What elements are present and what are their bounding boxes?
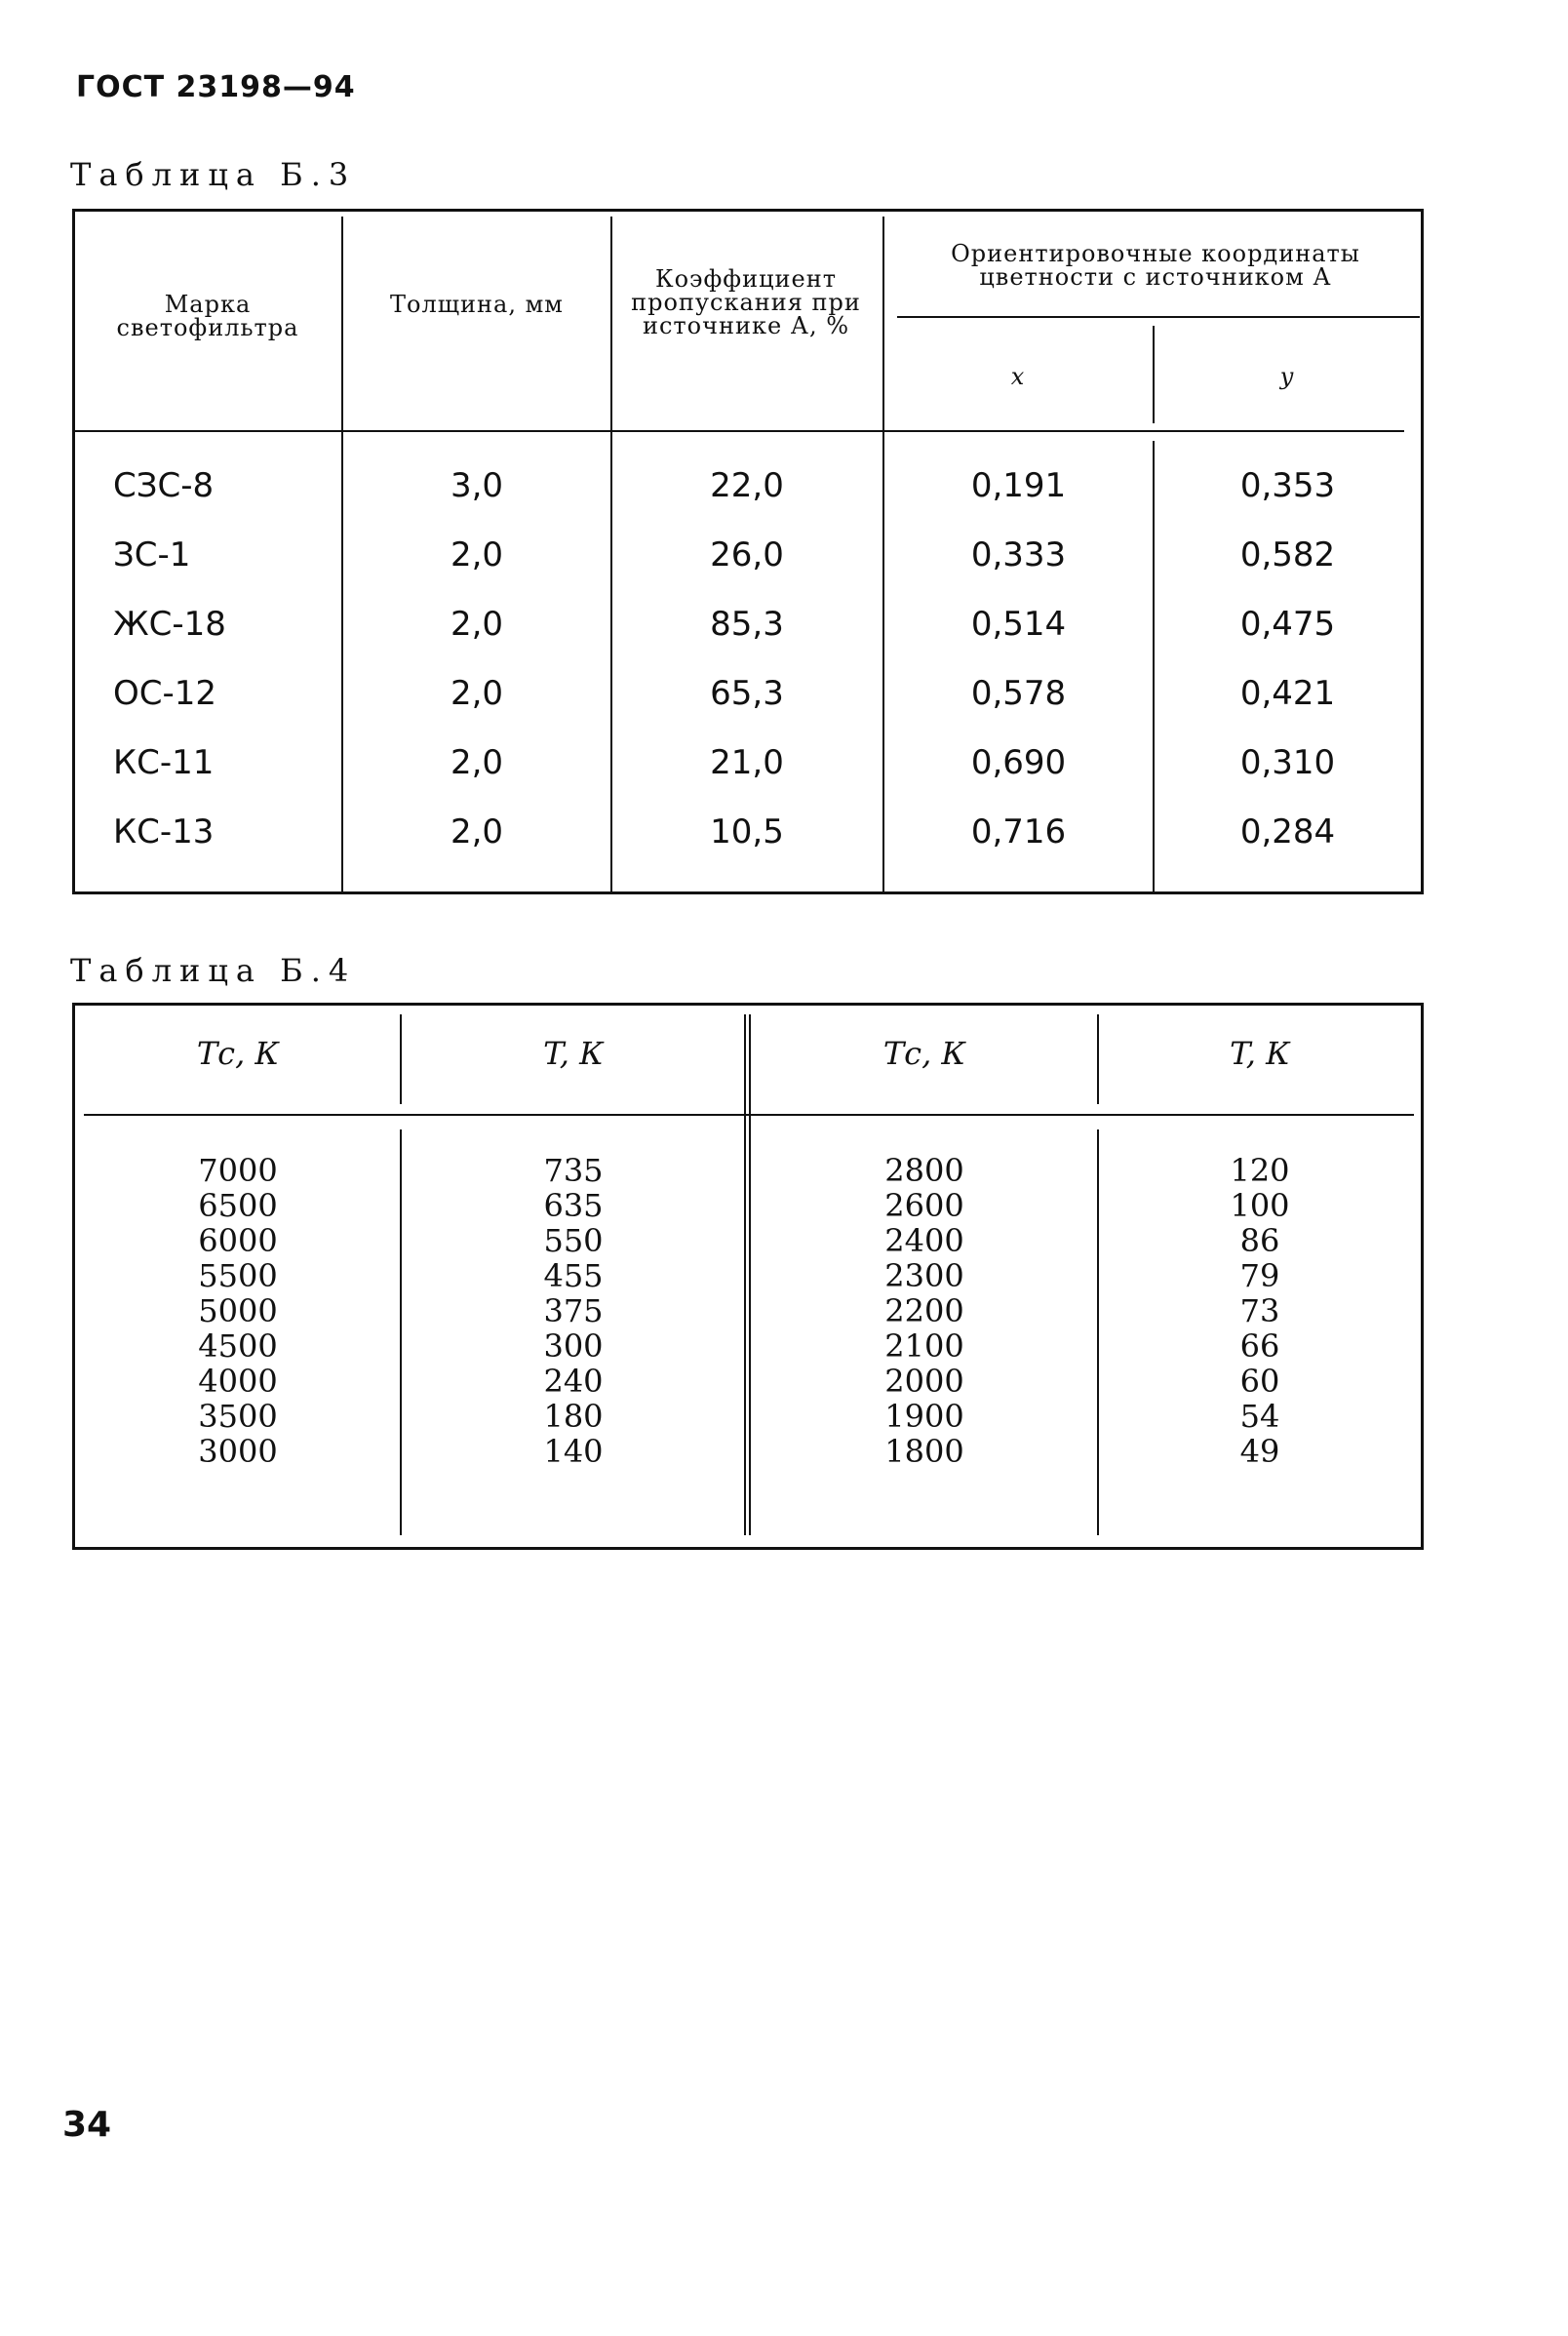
cell-thickness: 3,0 bbox=[450, 466, 504, 505]
cell-thickness: 2,0 bbox=[450, 674, 504, 713]
table-b3-caption: Таблица Б.3 bbox=[70, 156, 357, 193]
cell-tc: 7000 bbox=[198, 1152, 278, 1189]
cell-t: 86 bbox=[1239, 1222, 1280, 1259]
column-tc-right bbox=[753, 1153, 1096, 1469]
cell-x: 0,578 bbox=[970, 674, 1067, 713]
cell-tc: 6500 bbox=[198, 1187, 278, 1224]
cell-t: 54 bbox=[1239, 1398, 1280, 1435]
cell-t: 100 bbox=[1230, 1187, 1290, 1224]
cell-coef: 21,0 bbox=[710, 743, 784, 782]
cell-y: 0,421 bbox=[1239, 674, 1336, 713]
cell-y: 0,284 bbox=[1239, 812, 1336, 851]
page-number: 34 bbox=[62, 2105, 112, 2145]
cell-tc: 2400 bbox=[884, 1222, 964, 1259]
column-t-right bbox=[1100, 1153, 1420, 1469]
cell-y: 0,475 bbox=[1239, 605, 1336, 644]
header-tc-left: Tс, К bbox=[196, 1035, 280, 1072]
cell-tc: 4500 bbox=[198, 1327, 278, 1365]
cell-t: 79 bbox=[1239, 1257, 1280, 1294]
cell-t: 550 bbox=[543, 1222, 604, 1259]
cell-y: 0,582 bbox=[1239, 535, 1336, 574]
cell-t: 240 bbox=[543, 1363, 604, 1400]
cell-tc: 1900 bbox=[884, 1398, 964, 1435]
cell-tc: 2800 bbox=[884, 1152, 964, 1189]
cell-y: 0,353 bbox=[1239, 466, 1336, 505]
document-header: ГОСТ 23198—94 bbox=[76, 70, 356, 104]
cell-brand: КС-11 bbox=[113, 743, 215, 782]
header-t-right: T, К bbox=[1230, 1035, 1290, 1072]
cell-tc: 5500 bbox=[198, 1257, 278, 1294]
cell-thickness: 2,0 bbox=[450, 605, 504, 644]
cell-tc: 6000 bbox=[198, 1222, 278, 1259]
cell-tc: 3000 bbox=[198, 1433, 278, 1470]
cell-t: 300 bbox=[543, 1327, 604, 1365]
cell-x: 0,333 bbox=[970, 535, 1067, 574]
cell-t: 180 bbox=[543, 1398, 604, 1435]
cell-coef: 85,3 bbox=[710, 605, 784, 644]
cell-coef: 10,5 bbox=[710, 812, 784, 851]
cell-tc: 4000 bbox=[198, 1363, 278, 1400]
cell-y: 0,310 bbox=[1239, 743, 1336, 782]
table-b4-caption: Таблица Б.4 bbox=[70, 952, 357, 989]
cell-coef: 65,3 bbox=[710, 674, 784, 713]
cell-brand: СЗС-8 bbox=[113, 466, 215, 505]
cell-tc: 1800 bbox=[884, 1433, 964, 1470]
cell-tc: 2300 bbox=[884, 1257, 964, 1294]
cell-t: 140 bbox=[543, 1433, 604, 1470]
header-brand: Марка светофильтра bbox=[116, 291, 299, 341]
table-b4 bbox=[0, 975, 1568, 1580]
cell-t: 455 bbox=[543, 1257, 604, 1294]
cell-thickness: 2,0 bbox=[450, 535, 504, 574]
column-t-left bbox=[404, 1153, 743, 1469]
cell-tc: 2100 bbox=[884, 1327, 964, 1365]
header-thickness: Толщина, мм bbox=[390, 291, 564, 318]
cell-brand: ЖС-18 bbox=[113, 605, 226, 644]
cell-t: 73 bbox=[1239, 1292, 1280, 1329]
header-coefficient: Коэффициент пропускания при источнике А, % bbox=[631, 265, 861, 339]
cell-coef: 26,0 bbox=[710, 535, 784, 574]
cell-t: 60 bbox=[1239, 1363, 1280, 1400]
header-x: x bbox=[1010, 363, 1026, 390]
header-tc-right: Tс, К bbox=[882, 1035, 966, 1072]
cell-t: 49 bbox=[1239, 1433, 1280, 1470]
cell-tc: 2200 bbox=[884, 1292, 964, 1329]
cell-tc: 3500 bbox=[198, 1398, 278, 1435]
cell-t: 635 bbox=[543, 1187, 604, 1224]
cell-x: 0,514 bbox=[970, 605, 1067, 644]
cell-t: 66 bbox=[1239, 1327, 1280, 1365]
cell-tc: 5000 bbox=[198, 1292, 278, 1329]
cell-thickness: 2,0 bbox=[450, 812, 504, 851]
header-t-left: T, К bbox=[543, 1035, 604, 1072]
header-y: y bbox=[1279, 363, 1295, 390]
cell-thickness: 2,0 bbox=[450, 743, 504, 782]
cell-coef: 22,0 bbox=[710, 466, 784, 505]
cell-brand: КС-13 bbox=[113, 812, 215, 851]
cell-tc: 2600 bbox=[884, 1187, 964, 1224]
cell-x: 0,191 bbox=[970, 466, 1067, 505]
table-b3 bbox=[0, 0, 1568, 927]
header-coordinates: Ориентировочные координаты цветности с источником А bbox=[951, 240, 1360, 291]
cell-brand: ЗС-1 bbox=[113, 535, 191, 574]
cell-brand: ОС-12 bbox=[113, 674, 217, 713]
cell-t: 375 bbox=[543, 1292, 604, 1329]
cell-x: 0,716 bbox=[970, 812, 1067, 851]
cell-tc: 2000 bbox=[884, 1363, 964, 1400]
column-tc-left bbox=[78, 1153, 398, 1469]
cell-t: 120 bbox=[1230, 1152, 1290, 1189]
cell-t: 735 bbox=[543, 1152, 604, 1189]
cell-x: 0,690 bbox=[970, 743, 1067, 782]
